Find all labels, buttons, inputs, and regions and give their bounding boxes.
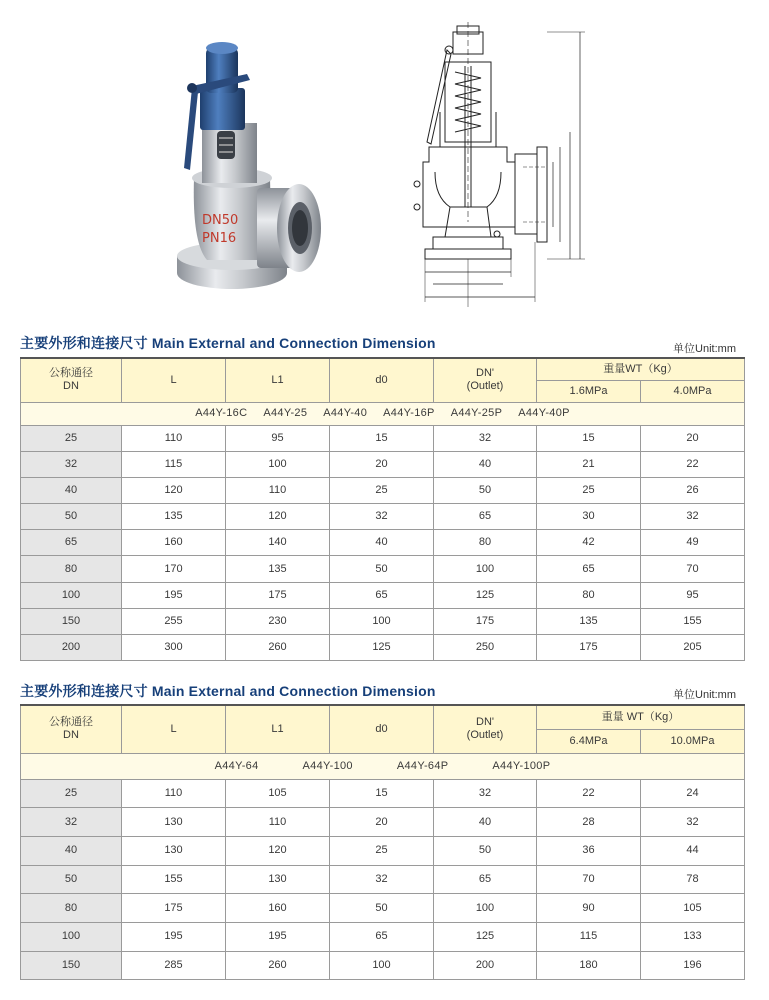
cell-dn-outlet: 32 [434,425,537,451]
cell-dn-outlet: 125 [434,582,537,608]
cell-weight-2: 205 [641,635,745,661]
cell-dn: 25 [21,779,122,808]
cell-l1: 110 [226,477,330,503]
cell-l: 255 [122,608,226,634]
cell-dn: 50 [21,504,122,530]
cell-dn-outlet: 65 [434,504,537,530]
cell-dn-outlet: 80 [434,530,537,556]
cell-l1: 260 [226,951,330,980]
cell-weight-2: 26 [641,477,745,503]
cell-l: 120 [122,477,226,503]
cell-l1: 260 [226,635,330,661]
cell-dn: 32 [21,451,122,477]
cell-dn-outlet: 100 [434,894,537,923]
cell-dn: 40 [21,477,122,503]
header-d0: d0 [330,705,434,753]
cell-weight-1: 90 [537,894,641,923]
header-weight: 重量WT（Kg） [537,358,745,380]
cell-dn: 32 [21,808,122,837]
cell-d0: 125 [330,635,434,661]
cell-d0: 20 [330,451,434,477]
cell-l: 110 [122,425,226,451]
cell-l: 130 [122,836,226,865]
cell-weight-2: 196 [641,951,745,980]
model-item: A44Y-40P [518,407,570,419]
cell-dn-outlet: 175 [434,608,537,634]
cell-d0: 50 [330,894,434,923]
model-item: A44Y-64P [396,759,449,772]
cell-l: 195 [122,582,226,608]
header-pressure-1: 6.4MPa [537,729,641,753]
cell-d0: 65 [330,922,434,951]
cell-dn: 40 [21,836,122,865]
header-pressure-2: 4.0MPa [641,380,745,402]
cell-dn: 150 [21,608,122,634]
cell-dn-outlet: 200 [434,951,537,980]
header-d0: d0 [330,358,434,402]
table-row [21,530,745,556]
model-item: A44Y-40 [323,407,368,419]
cell-l: 170 [122,556,226,582]
cell-weight-1: 180 [537,951,641,980]
dimension-table-high-pressure [20,704,745,980]
cell-weight-2: 155 [641,608,745,634]
cell-dn: 25 [21,425,122,451]
cell-weight-1: 80 [537,582,641,608]
cell-d0: 40 [330,530,434,556]
table-row [21,922,745,951]
cell-dn-outlet: 125 [434,922,537,951]
table-row [21,808,745,837]
model-item: A44Y-16P [383,407,435,419]
cell-l1: 110 [226,808,330,837]
cell-l: 135 [122,504,226,530]
model-list [21,753,745,779]
cell-weight-2: 49 [641,530,745,556]
header-weight: 重量 WT（Kg） [537,705,745,729]
section-title: 主要外形和连接尺寸 Main External and Connection Dimension [20,335,436,351]
header-l1: L1 [226,358,330,402]
cell-d0: 100 [330,608,434,634]
table-row [21,451,745,477]
cell-d0: 50 [330,556,434,582]
table-row [21,425,745,451]
cell-weight-1: 70 [537,865,641,894]
cell-dn-outlet: 250 [434,635,537,661]
table-row [21,635,745,661]
photo-marking-size: DN50 [202,213,239,228]
cell-l: 195 [122,922,226,951]
cell-d0: 25 [330,836,434,865]
cell-l: 110 [122,779,226,808]
cell-weight-1: 115 [537,922,641,951]
cell-l1: 135 [226,556,330,582]
header-l1: L1 [226,705,330,753]
model-item: A44Y-16C [195,407,248,419]
cell-l1: 140 [226,530,330,556]
cell-l: 175 [122,894,226,923]
cell-l1: 105 [226,779,330,808]
cell-l1: 195 [226,922,330,951]
cell-dn-outlet: 40 [434,451,537,477]
cell-dn-outlet: 65 [434,865,537,894]
header-dn: 公称通径 DN [21,705,122,753]
cell-dn: 80 [21,556,122,582]
table-row [21,504,745,530]
cell-dn-outlet: 50 [434,836,537,865]
safety-valve-photo [172,28,322,300]
cell-dn: 100 [21,582,122,608]
cell-weight-1: 28 [537,808,641,837]
cell-weight-2: 24 [641,779,745,808]
cell-dn: 80 [21,894,122,923]
cell-l1: 160 [226,894,330,923]
cell-weight-1: 30 [537,504,641,530]
cell-weight-1: 135 [537,608,641,634]
table-row [21,894,745,923]
cell-weight-2: 20 [641,425,745,451]
cell-d0: 32 [330,504,434,530]
section-title: 主要外形和连接尺寸 Main External and Connection Dimension [20,683,436,699]
table-row [21,582,745,608]
cell-weight-1: 15 [537,425,641,451]
cell-weight-2: 44 [641,836,745,865]
header-dn: 公称通径 DN [21,358,122,402]
cell-l1: 130 [226,865,330,894]
photo-marking-pressure: PN16 [202,231,237,246]
cell-weight-2: 95 [641,582,745,608]
cell-weight-2: 32 [641,808,745,837]
cell-l1: 95 [226,425,330,451]
unit-label: 单位Unit:mm [673,343,736,355]
cell-l: 130 [122,808,226,837]
model-item: A44Y-25P [450,407,503,419]
cell-weight-2: 32 [641,504,745,530]
cell-dn: 100 [21,922,122,951]
cell-d0: 15 [330,779,434,808]
cell-weight-2: 70 [641,556,745,582]
cell-d0: 65 [330,582,434,608]
cell-d0: 20 [330,808,434,837]
model-item: A44Y-25 [263,407,308,419]
cell-l: 115 [122,451,226,477]
table-row [21,951,745,980]
cell-weight-1: 22 [537,779,641,808]
cell-weight-1: 175 [537,635,641,661]
cell-dn: 50 [21,865,122,894]
cell-dn: 200 [21,635,122,661]
cell-dn: 65 [21,530,122,556]
table-row [21,608,745,634]
cell-l1: 120 [226,836,330,865]
cell-dn: 150 [21,951,122,980]
table-row [21,556,745,582]
cell-weight-2: 133 [641,922,745,951]
cell-d0: 32 [330,865,434,894]
model-item: A44Y-64 [214,759,259,772]
header-pressure-1: 1.6MPa [537,380,641,402]
header-pressure-2: 10.0MPa [641,729,745,753]
unit-label: 单位Unit:mm [673,689,736,701]
table-row [21,865,745,894]
cell-weight-1: 21 [537,451,641,477]
cell-dn-outlet: 32 [434,779,537,808]
cell-l1: 120 [226,504,330,530]
cell-d0: 100 [330,951,434,980]
dimension-table-low-pressure [20,357,745,661]
cell-l1: 230 [226,608,330,634]
cell-weight-1: 42 [537,530,641,556]
cell-l: 155 [122,865,226,894]
cell-weight-1: 36 [537,836,641,865]
table-row [21,779,745,808]
cell-weight-1: 25 [537,477,641,503]
cell-weight-2: 105 [641,894,745,923]
model-item: A44Y-100 [302,759,353,772]
safety-valve-section-drawing [405,22,595,307]
cell-dn-outlet: 50 [434,477,537,503]
header-dn-outlet: DN' (Outlet) [434,705,537,753]
cell-weight-2: 22 [641,451,745,477]
cell-l: 160 [122,530,226,556]
cell-weight-2: 78 [641,865,745,894]
cell-weight-1: 65 [537,556,641,582]
table-row [21,836,745,865]
header-l: L [122,358,226,402]
cell-l1: 100 [226,451,330,477]
cell-d0: 15 [330,425,434,451]
cell-l: 285 [122,951,226,980]
table-row [21,477,745,503]
header-dn-outlet: DN' (Outlet) [434,358,537,402]
cell-l1: 175 [226,582,330,608]
header-l: L [122,705,226,753]
model-list [21,402,745,425]
cell-dn-outlet: 40 [434,808,537,837]
model-item: A44Y-100P [492,759,551,772]
cell-l: 300 [122,635,226,661]
cell-d0: 25 [330,477,434,503]
cell-dn-outlet: 100 [434,556,537,582]
